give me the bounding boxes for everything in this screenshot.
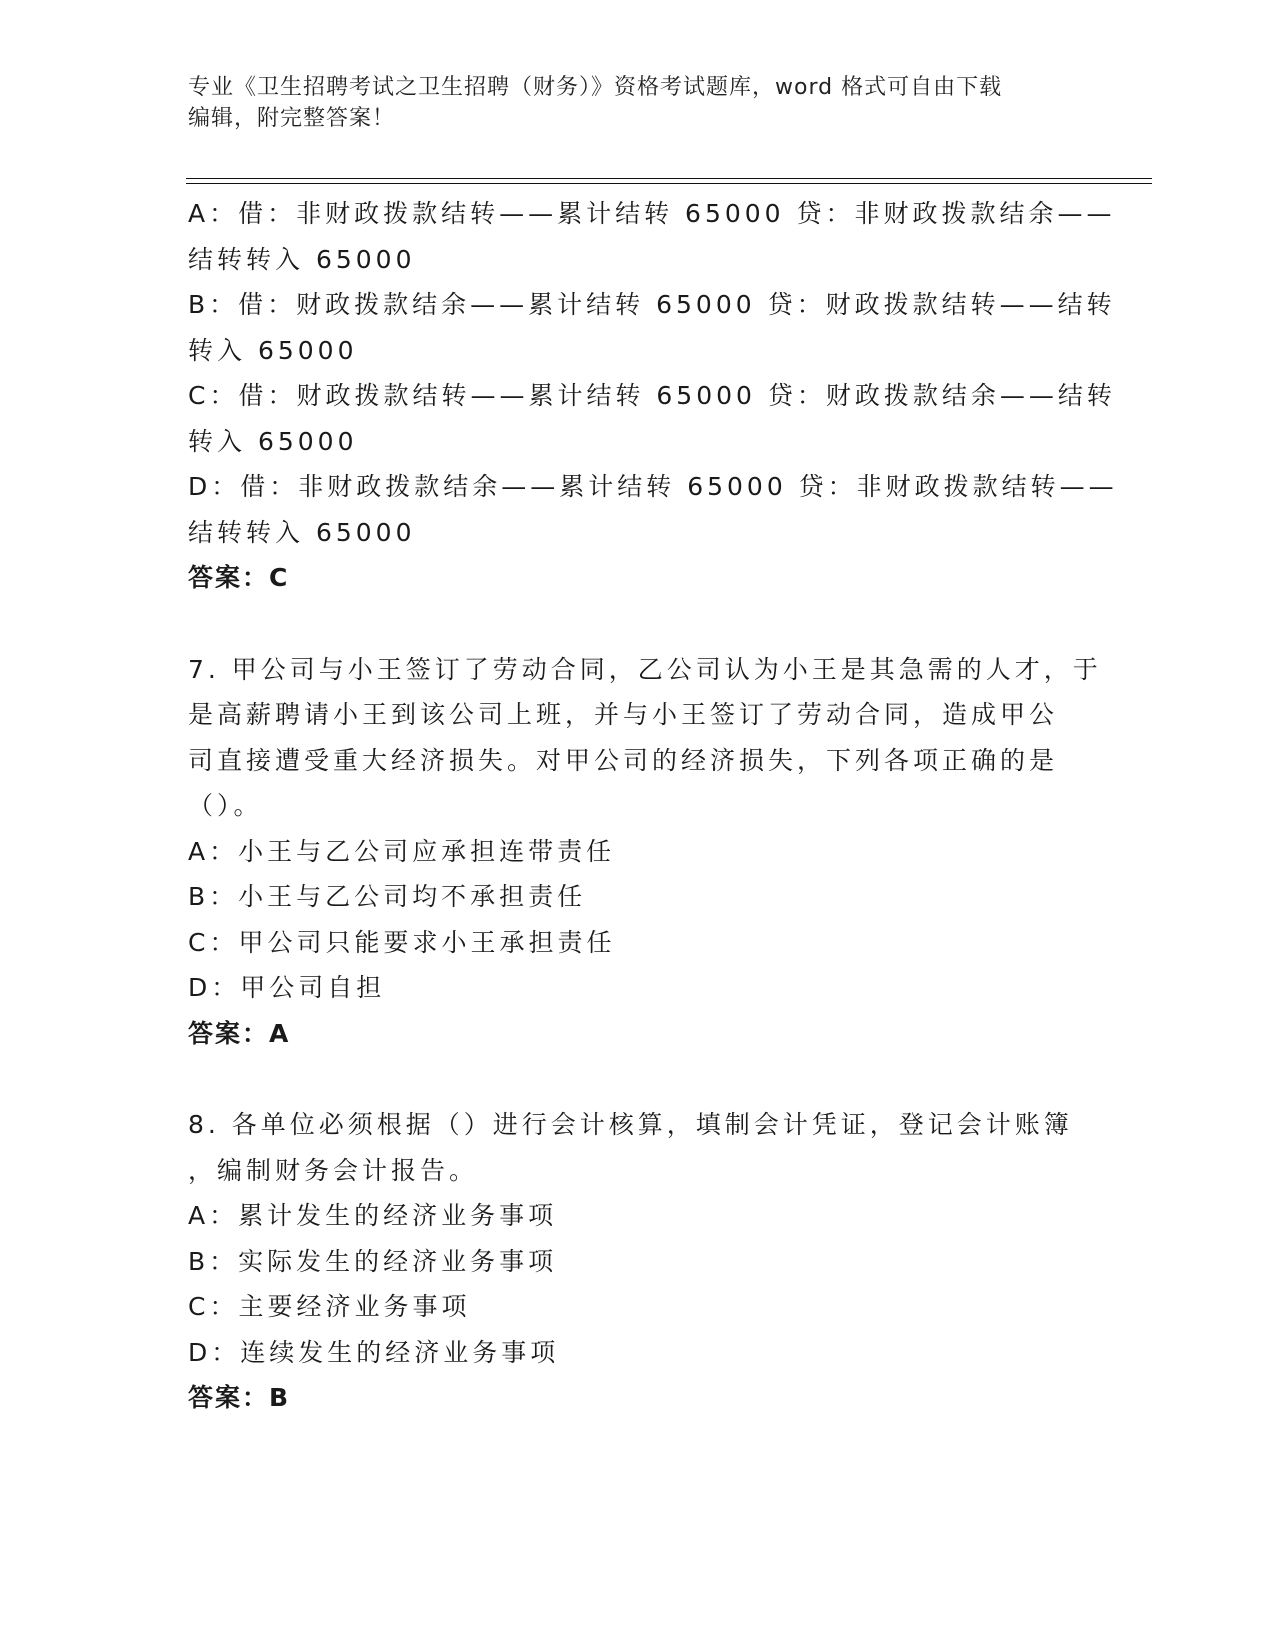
- question-stem-line-2: ，编制财务会计报告。: [188, 1155, 479, 1185]
- option-b: B：小王与乙公司均不承担责任: [188, 882, 587, 911]
- question-stem-line-1: 7. 甲公司与小王签订了劳动合同，乙公司认为小王是其急需的人才，于: [188, 654, 1102, 684]
- header-divider-bottom: [186, 183, 1152, 184]
- question-7: [188, 647, 1102, 1057]
- question-6: [188, 191, 1118, 601]
- option-c: C：甲公司只能要求小王承担责任: [188, 927, 616, 957]
- answer-label: 答案：B: [188, 1383, 291, 1412]
- question-8: [188, 1102, 1073, 1421]
- option-a-line-1: A：借：非财政拨款结转——累计结转 65000 贷：非财政拨款结余——: [188, 199, 1116, 228]
- question-stem-line-2: 是高薪聘请小王到该公司上班，并与小王签订了劳动合同，造成甲公: [188, 700, 1059, 729]
- option-b-line-1: B：借：财政拨款结余——累计结转 65000 贷：财政拨款结转——结转: [188, 290, 1116, 319]
- option-d-line-2: 结转转入 65000: [188, 517, 416, 547]
- option-d-line-1: D：借：非财政拨款结余——累计结转 65000 贷：非财政拨款结转——: [188, 472, 1118, 501]
- option-b: B：实际发生的经济业务事项: [188, 1246, 558, 1276]
- question-stem-line-4: （）。: [188, 791, 263, 820]
- option-d: D：甲公司自担: [188, 973, 386, 1002]
- option-a-line-2: 结转转入 65000: [188, 244, 416, 274]
- option-c: C：主要经济业务事项: [188, 1292, 471, 1321]
- question-spacer: [188, 601, 1068, 647]
- answer-label: 答案：C: [188, 563, 290, 592]
- header-divider-top: [186, 178, 1152, 179]
- question-spacer: [188, 1056, 1068, 1102]
- option-a: A：小王与乙公司应承担连带责任: [188, 836, 616, 866]
- option-d: D：连续发生的经济业务事项: [188, 1337, 560, 1367]
- option-c-line-2: 转入 65000: [188, 426, 358, 456]
- question-stem-line-1: 8. 各单位必须根据（）进行会计核算，填制会计凭证，登记会计账簿: [188, 1110, 1073, 1139]
- option-b-line-2: 转入 65000: [188, 335, 358, 365]
- option-a: A：累计发生的经济业务事项: [188, 1201, 558, 1230]
- header-line-2: 编辑，附完整答案！: [188, 106, 396, 131]
- header-line-1: 专业《卫生招聘考试之卫生招聘（财务）》资格考试题库，word 格式可自由下载: [188, 75, 1003, 100]
- answer-label: 答案：A: [188, 1018, 291, 1048]
- question-stem-line-3: 司直接遭受重大经济损失。对甲公司的经济损失，下列各项正确的是: [188, 745, 1059, 775]
- question-list: [188, 191, 1118, 1421]
- option-c-line-1: C：借：财政拨款结转——累计结转 65000 贷：财政拨款结余——结转: [188, 381, 1116, 410]
- document-header: [188, 72, 1068, 134]
